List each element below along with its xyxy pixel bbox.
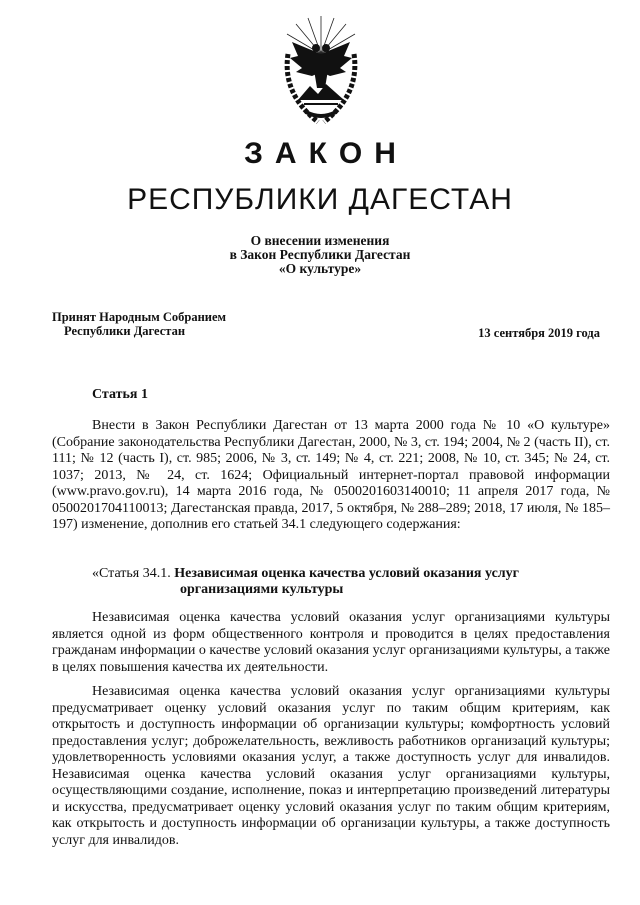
new-article-prefix: «Статья 34.1.: [92, 566, 171, 581]
law-subtitle: РЕСПУБЛИКИ ДАГЕСТАН: [127, 183, 513, 216]
law-title: ЗАКОН: [244, 137, 408, 170]
article-paragraph: Внести в Закон Республики Дагестан от 13 марта 2000 года № 10 «О культуре» (Собрание законодательства Республики Дагестан, 2000, № 3, ст. 194; 2004, № 2 (часть II), ст. 111; № 12 (часть I), ст. 985; 2006, № 3, ст. 149; № 4, ст. 221; 2008, № 10, ст. 345; № 24, ст. 1037; 2013, № 24, ст. 1624; Официальный интернет-портал правовой информации (www.pravo.gov.ru), 14 марта 2016 года, № 0500201603140010; 11 апреля 2017 года, № 0500201704110013; Дагестанская правда, 2017, 5 октября, № 288–289; 2018, 17 июля, № 185–197) изменение, дополнив его статьей 34.1 следующего содержания:: [52, 418, 610, 532]
coat-of-arms-emblem: [278, 14, 364, 130]
new-article-title: Независимая оценка качества условий оказания услуг: [174, 566, 519, 581]
adoption-date: 13 сентября 2019 года: [478, 326, 600, 340]
adoption-note: [52, 310, 226, 338]
new-article-title: организациями культуры: [180, 582, 344, 597]
adoption-line: Принят Народным Собранием: [52, 310, 227, 324]
article-paragraph: Независимая оценка качества условий оказания услуг организациями культуры предусматривает оценку условий оказания услуг по таким общим критериям, как открытость и доступность информации об организации культуры; комфортность условий предоставления услуг; доброжелательность, вежливость работников организаций культуры; удовлетворенность условиями оказания услуг, а также доступность услуг для инвалидов. Независимая оценка качества условий оказания услуг организациями культуры, осуществляющими создание, исполнение, показ и интерпретацию произведений литературы и искусства, предусматривает оценку условий оказания услуг по таким общим критериям, как открытость и доступность информации об организации культуры, а также доступность услуг для инвалидов.: [52, 684, 610, 848]
subject-line: «О культуре»: [278, 261, 362, 276]
law-subject: [0, 234, 640, 276]
article-heading: Статья 1: [92, 387, 148, 402]
adoption-line: Республики Дагестан: [64, 324, 186, 338]
subject-line: О внесении изменения: [250, 233, 390, 248]
subject-line: в Закон Республики Дагестан: [229, 247, 411, 262]
new-article-heading: [92, 566, 592, 598]
article-paragraph: Независимая оценка качества условий оказания услуг организациями культуры является одной из форм общественного контроля и проводится в целях предоставления гражданам информации о качестве условий оказания услуг организациями культуры, а также в целях повышения качества их деятельности.: [52, 610, 610, 675]
